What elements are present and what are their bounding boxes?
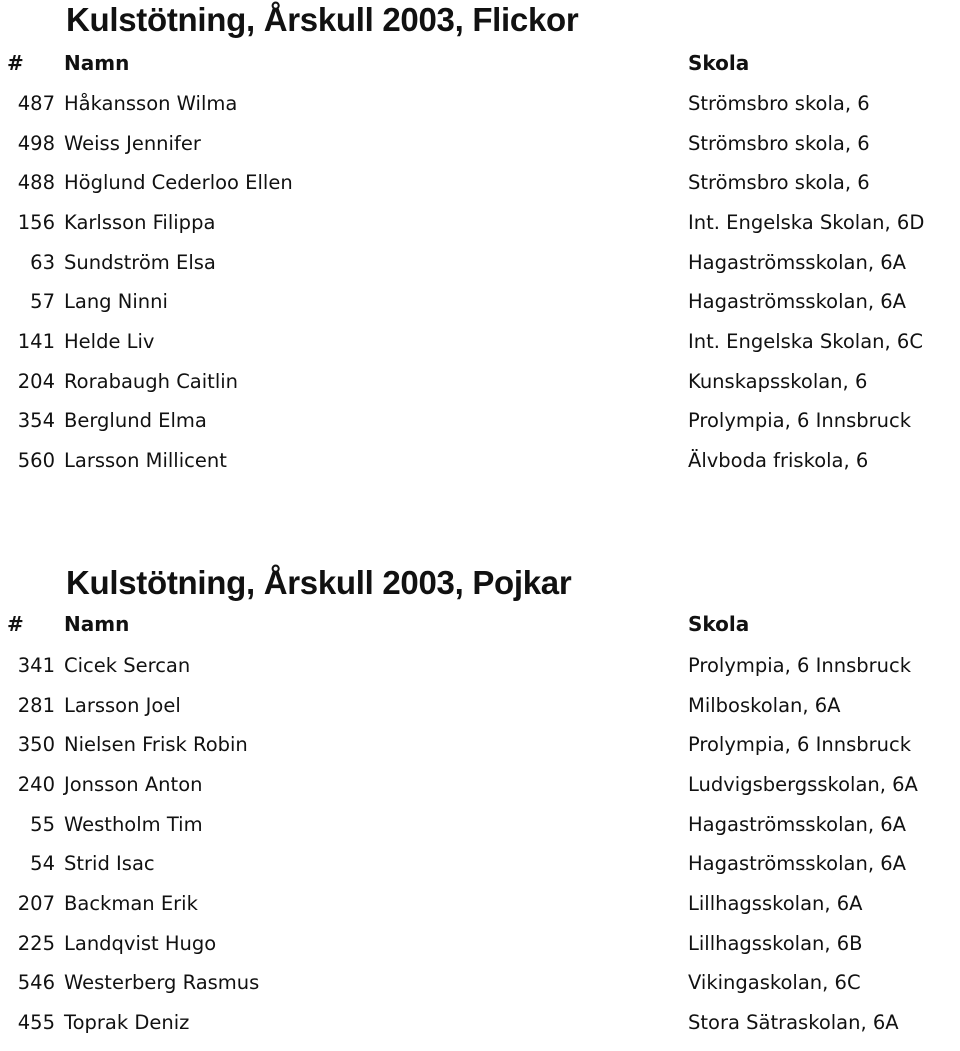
table-row	[0, 171, 960, 211]
row-school: Älvboda friskola, 6	[688, 448, 869, 472]
header-school: Skola	[688, 612, 750, 636]
row-name: Toprak Deniz	[64, 1010, 190, 1034]
row-number: 488	[17, 171, 55, 195]
row-name: Sundström Elsa	[64, 250, 216, 274]
table-row	[0, 694, 960, 734]
row-name: Höglund Cederloo Ellen	[64, 171, 293, 195]
table-row	[0, 654, 960, 694]
row-school: Strömsbro skola, 6	[688, 131, 870, 155]
row-name: Rorabaugh Caitlin	[64, 369, 239, 393]
table-row	[0, 330, 960, 370]
row-number: 63	[30, 250, 55, 274]
row-number: 54	[30, 852, 55, 876]
row-name: Håkansson Wilma	[64, 92, 238, 115]
row-school: Prolympia, 6 Innsbruck	[688, 409, 912, 433]
row-name: Jonsson Anton	[64, 772, 203, 796]
row-number: 560	[17, 448, 55, 472]
row-name: Berglund Elma	[64, 409, 207, 433]
table-row	[0, 211, 960, 251]
row-number: 354	[17, 409, 55, 433]
table-row	[0, 1011, 960, 1051]
row-number: 341	[17, 654, 55, 677]
header-num: #	[7, 612, 24, 636]
row-number: 240	[17, 772, 55, 796]
row-school: Int. Engelska Skolan, 6D	[688, 210, 925, 234]
row-name: Landqvist Hugo	[64, 931, 217, 955]
row-number: 487	[17, 92, 55, 115]
row-name: Helde Liv	[64, 329, 155, 353]
row-school: Strömsbro skola, 6	[688, 92, 870, 115]
table-row	[0, 813, 960, 853]
row-name: Larsson Joel	[64, 693, 181, 717]
section-title: Kulstötning, Årskull 2003, Pojkar	[66, 564, 572, 601]
row-number: 225	[17, 931, 55, 955]
header-name: Namn	[64, 612, 130, 636]
row-school: Prolympia, 6 Innsbruck	[688, 654, 912, 677]
table-row	[0, 251, 960, 291]
row-number: 350	[17, 733, 55, 757]
row-school: Vikingaskolan, 6C	[688, 971, 861, 995]
table-row	[0, 971, 960, 1011]
row-number: 546	[17, 971, 55, 995]
row-school: Stora Sätraskolan, 6A	[688, 1010, 899, 1034]
row-name: Strid Isac	[64, 852, 155, 876]
table-row	[0, 409, 960, 449]
table-row	[0, 852, 960, 892]
table-row	[0, 132, 960, 172]
table-row	[0, 290, 960, 330]
row-school: Int. Engelska Skolan, 6C	[688, 329, 923, 353]
row-school: Kunskapsskolan, 6	[688, 369, 868, 393]
table-row	[0, 370, 960, 410]
row-number: 207	[17, 891, 55, 915]
section-title: Kulstötning, Årskull 2003, Flickor	[66, 1, 579, 38]
row-school: Hagaströmsskolan, 6A	[688, 290, 906, 314]
row-school: Hagaströmsskolan, 6A	[688, 852, 906, 876]
row-school: Hagaströmsskolan, 6A	[688, 812, 906, 836]
row-number: 141	[17, 329, 55, 353]
table-row	[0, 449, 960, 489]
row-name: Karlsson Filippa	[64, 210, 216, 234]
table-row	[0, 733, 960, 773]
table-row	[0, 932, 960, 972]
row-number: 57	[30, 290, 55, 314]
row-name: Weiss Jennifer	[64, 131, 201, 155]
row-school: Hagaströmsskolan, 6A	[688, 250, 906, 274]
table-row	[0, 92, 960, 132]
row-school: Lillhagsskolan, 6B	[688, 931, 863, 955]
row-number: 455	[17, 1010, 55, 1034]
row-number: 204	[17, 369, 55, 393]
row-name: Lang Ninni	[64, 290, 168, 314]
row-school: Lillhagsskolan, 6A	[688, 891, 863, 915]
table-header	[0, 612, 960, 652]
row-school: Ludvigsbergsskolan, 6A	[688, 772, 918, 796]
row-number: 55	[30, 812, 55, 836]
table-row	[0, 773, 960, 813]
row-number: 156	[17, 210, 55, 234]
row-name: Cicek Sercan	[64, 654, 191, 677]
row-name: Backman Erik	[64, 891, 198, 915]
table-row	[0, 892, 960, 932]
row-school: Prolympia, 6 Innsbruck	[688, 733, 912, 757]
row-name: Westholm Tim	[64, 812, 203, 836]
row-name: Nielsen Frisk Robin	[64, 733, 248, 757]
row-number: 498	[17, 131, 55, 155]
row-school: Strömsbro skola, 6	[688, 171, 870, 195]
header-num: #	[7, 51, 24, 75]
row-name: Larsson Millicent	[64, 448, 227, 472]
row-number: 281	[17, 693, 55, 717]
header-name: Namn	[64, 51, 130, 75]
row-school: Milboskolan, 6A	[688, 693, 841, 717]
row-name: Westerberg Rasmus	[64, 971, 260, 995]
header-school: Skola	[688, 51, 750, 75]
table-header	[0, 51, 960, 91]
